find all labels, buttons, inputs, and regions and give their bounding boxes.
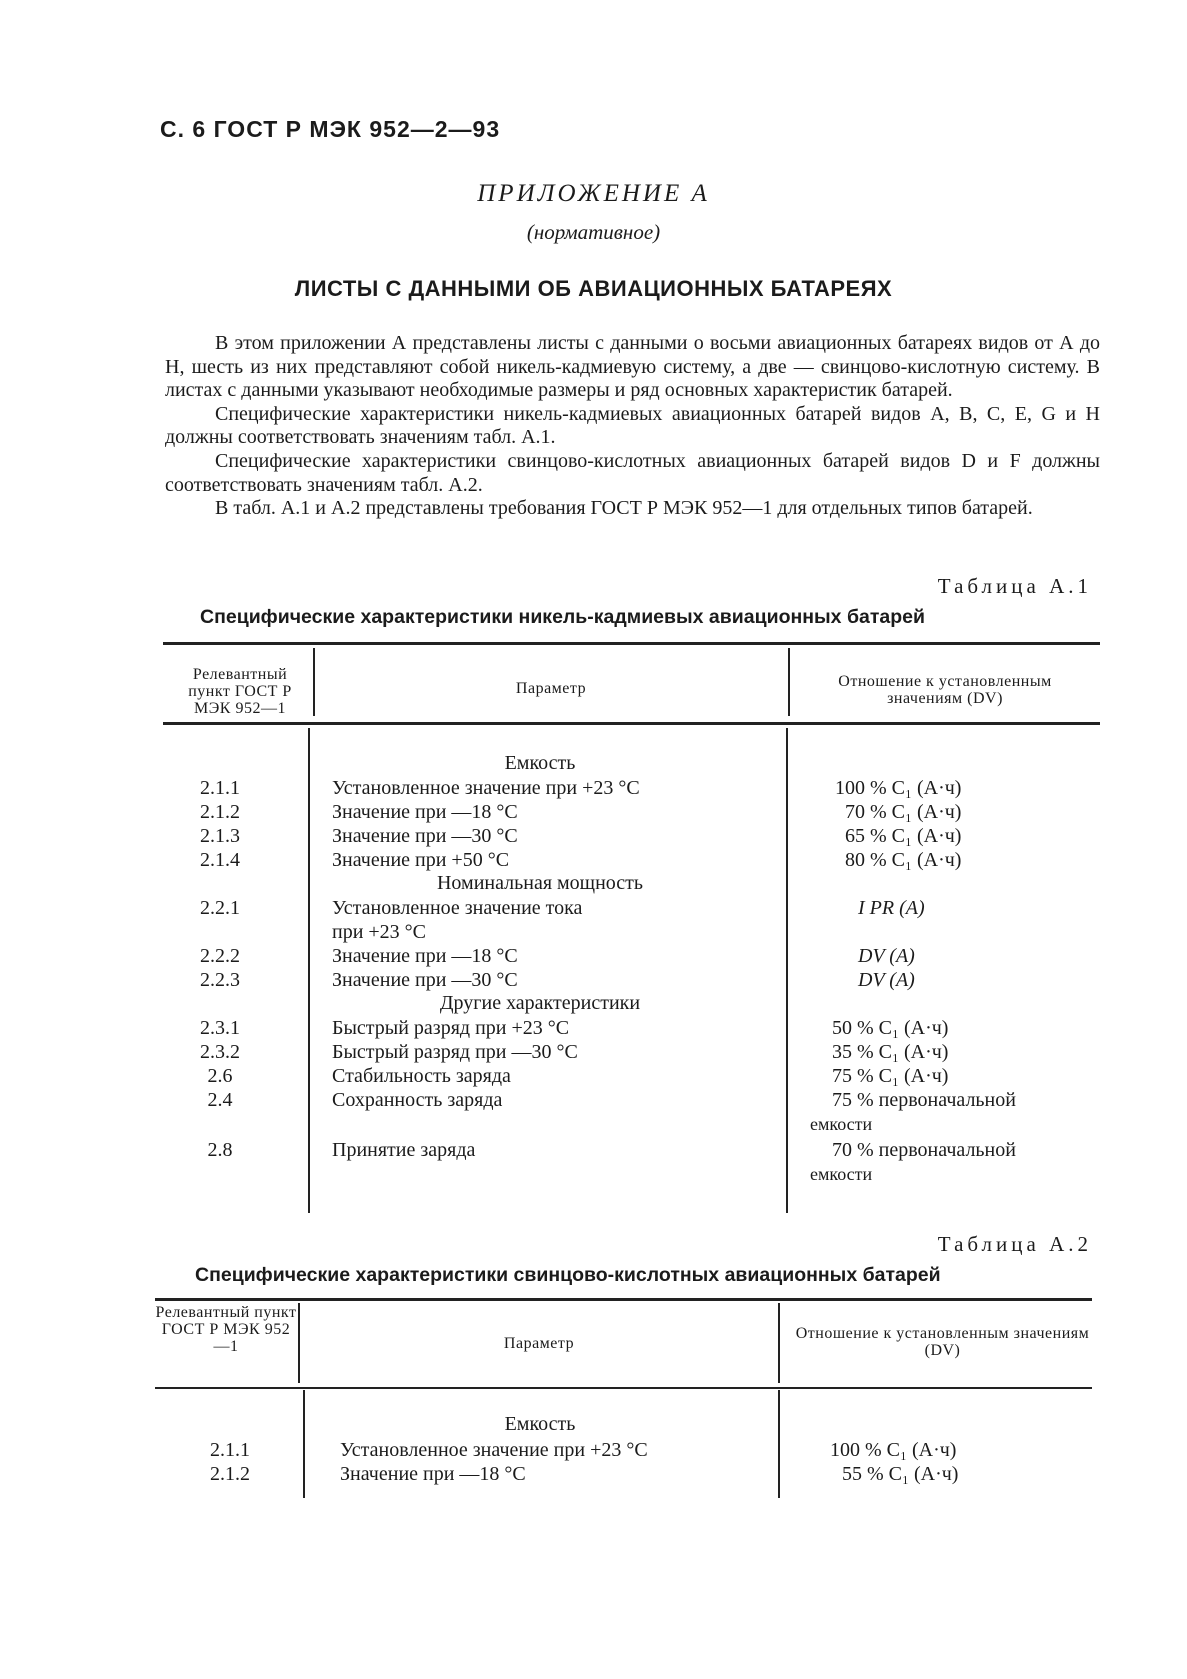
table1-section-power: Номинальная мощность — [436, 872, 644, 894]
row-parameter: Установленное значение при +23 °С — [332, 777, 640, 799]
row-clause: 2.2.3 — [200, 969, 240, 991]
table1-body-divider — [308, 728, 310, 1213]
table2-section-capacity: Емкость — [504, 1413, 576, 1435]
appendix-note: (нормативное) — [526, 220, 661, 244]
row-value: 35 % C₁ (А·ч) — [832, 1041, 949, 1063]
row-clause: 2.2.2 — [200, 945, 240, 967]
table2-caption: Специфические характеристики свинцово-кислотных авиационных батарей — [195, 1264, 941, 1286]
row-value: 55 % C₁ (А·ч) — [842, 1463, 959, 1485]
table1-top-rule — [163, 642, 1100, 645]
table1-section-other: Другие характеристики — [439, 992, 641, 1014]
table2-header-clause: Релевантный пункт ГОСТ Р МЭК 952—1 — [155, 1304, 297, 1355]
intro-text — [165, 332, 1100, 521]
row-parameter: Стабильность заряда — [332, 1065, 511, 1087]
row-value: 50 % C₁ (А·ч) — [832, 1017, 949, 1039]
row-clause: 2.4 — [207, 1089, 233, 1111]
table2-top-rule — [155, 1298, 1092, 1301]
table1-label: Таблица А.1 — [937, 574, 1092, 598]
row-clause: 2.1.1 — [200, 777, 240, 799]
row-clause: 2.3.2 — [200, 1041, 240, 1063]
appendix-title: ПРИЛОЖЕНИЕ А — [477, 180, 710, 207]
row-parameter: при +23 °С — [332, 921, 427, 943]
row-clause: 2.1.1 — [210, 1439, 250, 1461]
row-value: 75 % C₁ (А·ч) — [832, 1065, 949, 1087]
row-clause: 2.2.1 — [200, 897, 240, 919]
row-value: 75 % первоначальной — [832, 1089, 1016, 1111]
table1-header-clause: Релевантный пункт ГОСТ Р МЭК 952—1 — [188, 666, 292, 717]
table1-header-divider — [313, 648, 315, 716]
row-value: 65 % C₁ (А·ч) — [845, 825, 962, 847]
table2-body-divider — [303, 1390, 305, 1498]
row-parameter: Быстрый разряд при —30 °С — [332, 1041, 578, 1063]
intro-paragraph: В табл. А.1 и А.2 представлены требования ГОСТ Р МЭК 952—1 для отдельных типов батарей. — [215, 497, 1033, 520]
row-value: DV (А) — [858, 945, 915, 967]
intro-paragraph: Специфические характеристики свинцово-кислотных авиационных батарей видов D и F должны соответствовать значениям табл. А.2. — [165, 449, 1100, 496]
row-value: 100 % C₁ (А·ч) — [830, 1439, 957, 1461]
document-title: ЛИСТЫ С ДАННЫМИ ОБ АВИАЦИОННЫХ БАТАРЕЯХ — [294, 276, 893, 301]
table1-header-parameter: Параметр — [515, 680, 587, 697]
row-value: 80 % C₁ (А·ч) — [845, 849, 962, 871]
table2-body-divider — [778, 1390, 780, 1498]
row-value: емкости — [810, 1114, 873, 1134]
table1-section-capacity: Емкость — [504, 752, 576, 774]
page-header: С. 6 ГОСТ Р МЭК 952—2—93 — [160, 116, 501, 142]
row-value: DV (А) — [858, 969, 915, 991]
row-parameter: Значение при —18 °С — [332, 801, 518, 823]
row-value: 70 % C₁ (А·ч) — [845, 801, 962, 823]
table2-label: Таблица А.2 — [937, 1232, 1092, 1256]
row-clause: 2.1.4 — [200, 849, 240, 871]
row-clause: 2.8 — [207, 1139, 233, 1161]
row-parameter: Значение при +50 °С — [332, 849, 510, 871]
row-parameter: Быстрый разряд при +23 °С — [332, 1017, 570, 1039]
table2-header-divider — [298, 1303, 300, 1383]
row-value: 100 % C₁ (А·ч) — [835, 777, 962, 799]
table2-header-divider — [778, 1303, 780, 1383]
table1-header-rule — [163, 722, 1100, 725]
row-clause: 2.1.2 — [200, 801, 240, 823]
row-parameter: Значение при —30 °С — [332, 825, 518, 847]
row-parameter: Значение при —30 °С — [332, 969, 518, 991]
row-parameter: Значение при —18 °С — [340, 1463, 526, 1485]
row-clause: 2.3.1 — [200, 1017, 240, 1039]
row-value: 70 % первоначальной — [832, 1139, 1016, 1161]
row-value: емкости — [810, 1164, 873, 1184]
row-parameter: Значение при —18 °С — [332, 945, 518, 967]
row-clause: 2.6 — [207, 1065, 233, 1087]
row-parameter: Сохранность заряда — [332, 1089, 503, 1111]
table1-header-value: Отношение к установленным значениям (DV) — [838, 673, 1052, 707]
intro-paragraph: В этом приложении А представлены листы с данными о восьми авиационных батареях видов от А до Н, шесть из них представляют собой никель-кадмиевую систему, а две — свинцово-кислотную систему. В листах с данными указывают необходимые размеры и ряд основных характеристик батарей. — [165, 332, 1100, 402]
table1-header-divider — [788, 648, 790, 716]
table1-caption: Специфические характеристики никель-кадмиевых авиационных батарей — [200, 606, 925, 628]
row-parameter: Принятие заряда — [332, 1139, 476, 1161]
table2-header-rule — [155, 1387, 1092, 1389]
row-parameter: Установленное значение при +23 °С — [340, 1439, 648, 1461]
row-value: I PR (А) — [858, 897, 925, 919]
row-clause: 2.1.3 — [200, 825, 240, 847]
row-parameter: Установленное значение тока — [332, 897, 583, 919]
table2-header-value: Отношение к установленным значениям (DV) — [795, 1325, 1090, 1359]
table2-header-parameter: Параметр — [503, 1335, 575, 1352]
table1-body-divider — [786, 728, 788, 1213]
intro-paragraph: Специфические характеристики никель-кадмиевых авиационных батарей видов А, В, С, Е, G и Н должны соответствовать значениям табл. А.1. — [165, 402, 1100, 449]
row-clause: 2.1.2 — [210, 1463, 250, 1485]
